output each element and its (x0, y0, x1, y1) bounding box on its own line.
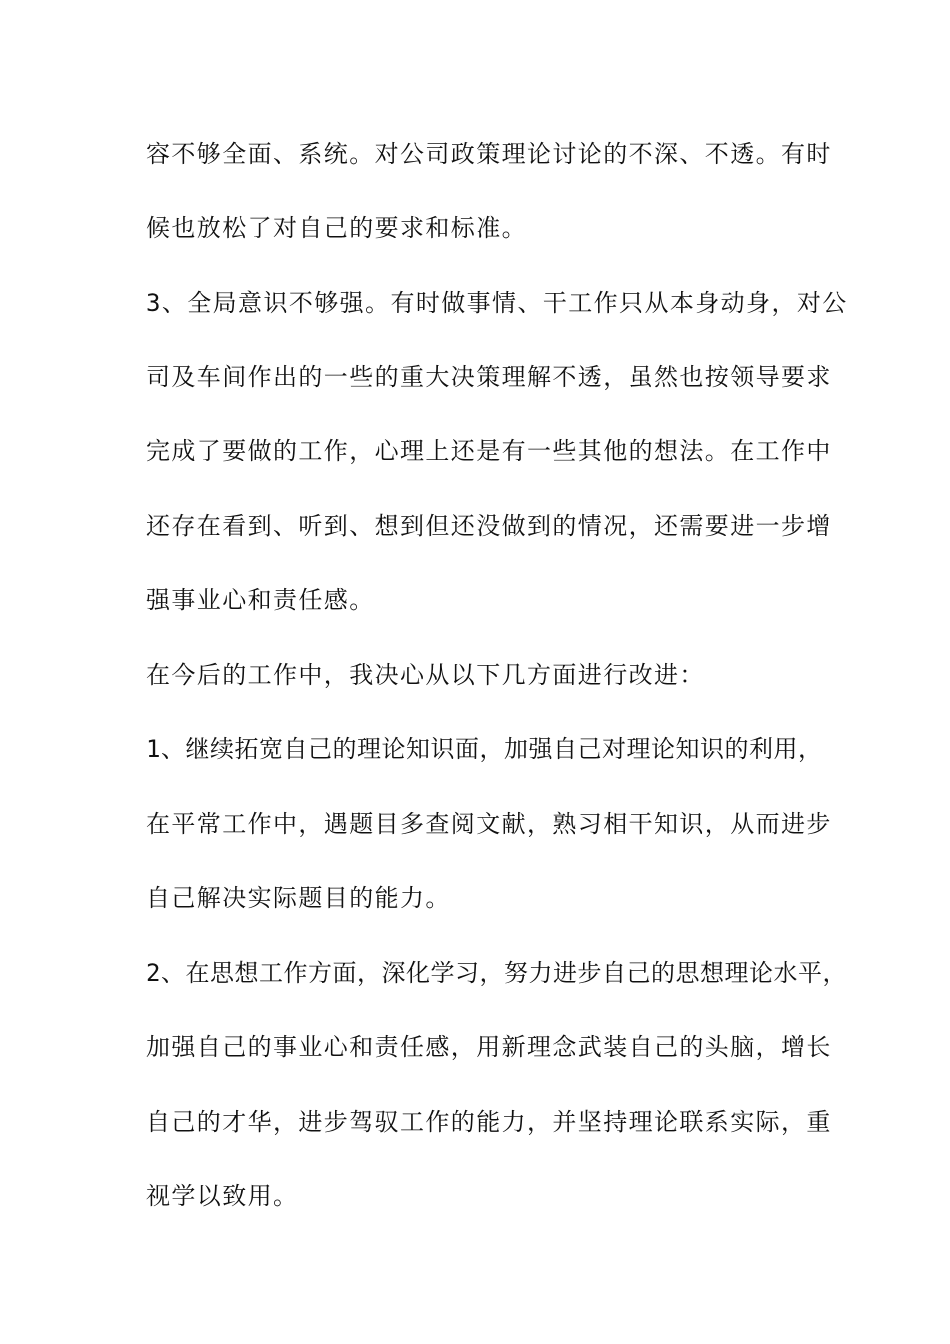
text-line: 在平常工作中，遇题目多查阅文献，熟习相干知识，从而进步 (146, 810, 832, 838)
text-line: 容不够全面、系统。对公司政策理论讨论的不深、不透。有时 (146, 140, 832, 168)
text-line: 1、继续拓宽自己的理论知识面，加强自己对理论知识的利用， (146, 735, 823, 763)
text-line: 还存在看到、听到、想到但还没做到的情况，还需要进一步增 (146, 512, 832, 540)
text-line: 自己解决实际题目的能力。 (146, 884, 451, 912)
text-line: 完成了要做的工作，心理上还是有一些其他的想法。在工作中 (146, 437, 832, 465)
text-line: 司及车间作出的一些的重大决策理解不透，虽然也按领导要求 (146, 363, 832, 391)
text-line: 3、全局意识不够强。有时做事情、干工作只从本身动身，对公 (146, 289, 848, 317)
text-line: 候也放松了对自己的要求和标准。 (146, 214, 527, 242)
text-line: 强事业心和责任感。 (146, 586, 375, 614)
text-line: 2、在思想工作方面，深化学习，努力进步自己的思想理论水平， (146, 959, 847, 987)
text-line: 在今后的工作中，我决心从以下几方面进行改进： (146, 661, 705, 689)
text-line: 加强自己的事业心和责任感，用新理念武装自己的头脑，增长 (146, 1033, 832, 1061)
text-line: 自己的才华，进步驾驭工作的能力，并坚持理论联系实际，重 (146, 1108, 832, 1136)
text-line: 视学以致用。 (146, 1182, 299, 1210)
